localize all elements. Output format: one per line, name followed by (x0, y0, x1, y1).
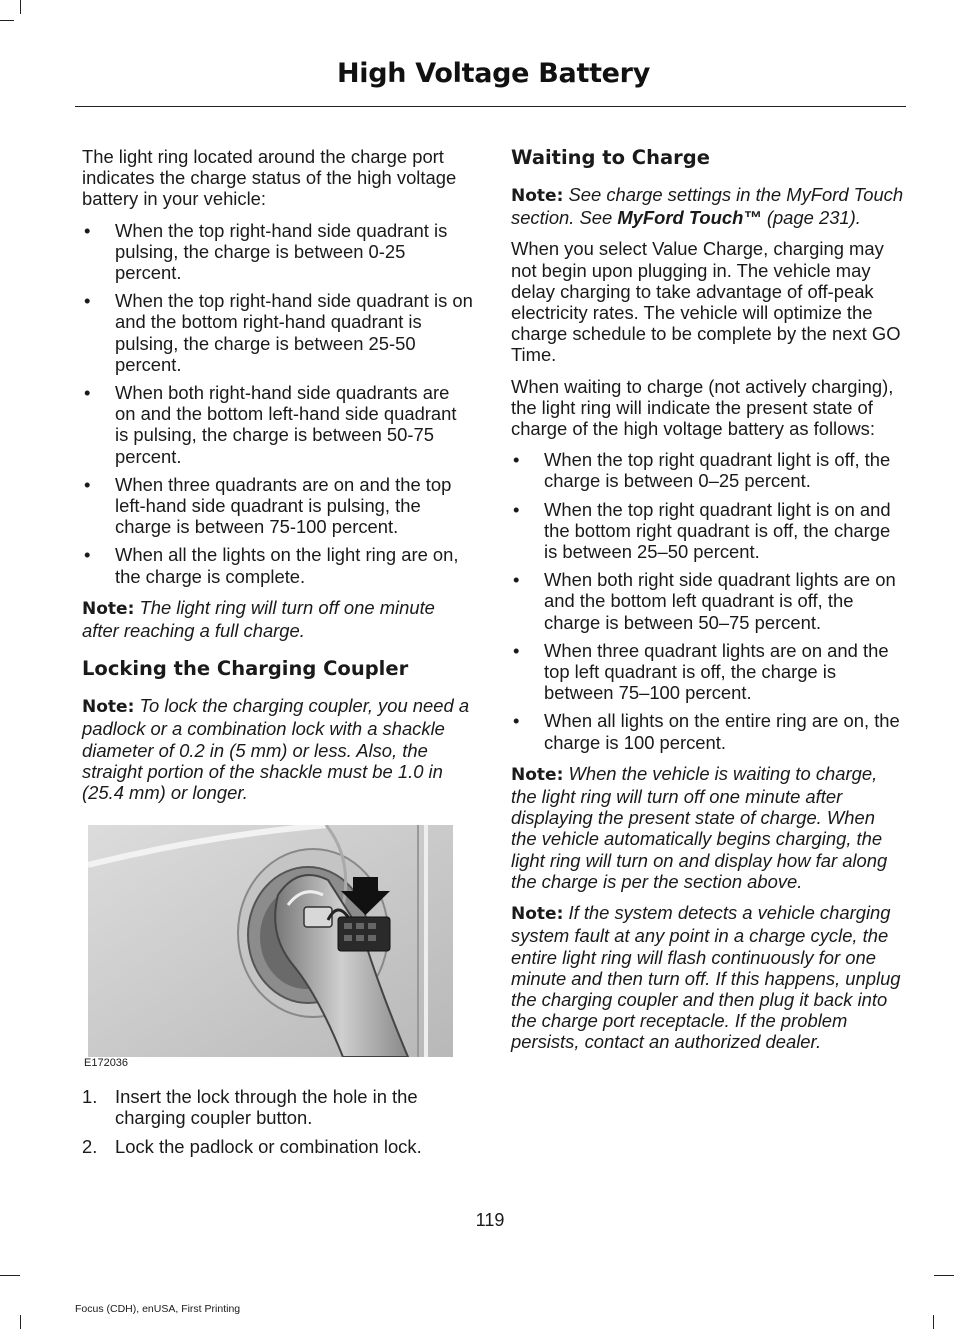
page-number: 119 (475, 1210, 505, 1230)
bullet-glyph: • (84, 290, 91, 312)
crop-mark (20, 0, 21, 14)
list-item: • When the top right-hand side quadrant is on and the bottom right-hand quadrant is pulsing, the charge is between 25-50 percent. (84, 290, 473, 375)
bullet-glyph: • (513, 710, 520, 732)
list-item: • When three quadrant lights are on and the top left quadrant is off, the charge is between 75–100 percent. (513, 639, 889, 704)
bullet-glyph: • (84, 382, 91, 404)
crop-mark (0, 20, 14, 21)
crop-mark (934, 1275, 954, 1276)
note-charge-settings: Note: See charge settings in the MyFord Touch section. See MyFord Touch™ (page 231). (511, 184, 904, 229)
crop-mark (20, 1315, 21, 1329)
note-system-fault: Note: If the system detects a vehicle charging system fault at any point in a charge cycle, the entire light ring will flash continuously for one minute and then turn off. If this happens, unplug the charging coupler and then plug it back into the charge port receptacle. If the problem persists, contact an authorized dealer. (511, 902, 901, 1053)
list-item: • When the top right quadrant light is on and the bottom right quadrant is off, the charge is between 25–50 percent. (513, 498, 891, 563)
section-heading-locking: Locking the Charging Coupler (82, 657, 409, 681)
crop-mark (0, 1275, 20, 1276)
list-item: • When all the lights on the light ring are on, the charge is complete. (84, 544, 459, 587)
bullet-glyph: • (513, 449, 520, 471)
cross-reference-link[interactable]: MyFord Touch™ (617, 207, 762, 229)
bullet-glyph: • (84, 219, 91, 241)
list-item: • When three quadrants are on and the top left-hand side quadrant is pulsing, the charge is between 75-100 percent. (84, 473, 452, 538)
note-padlock: Note: To lock the charging coupler, you need a padlock or a combination lock with a shackle diameter of 0.2 in (5 mm) or less. Also, the straight portion of the shackle must be 1.0 in (25.4 mm) or longer. (82, 695, 470, 804)
light-ring-status-list (82, 220, 474, 587)
list-item: • When the top right quadrant light is off, the charge is between 0–25 percent. (513, 449, 891, 492)
bullet-glyph: • (84, 544, 91, 566)
list-item: • When the top right-hand side quadrant is pulsing, the charge is between 0-25 percent. (84, 219, 448, 284)
bullet-glyph: • (513, 639, 520, 661)
waiting-status-list (511, 449, 905, 753)
figure-caption: E172036 (84, 1057, 129, 1070)
list-item: 1. Insert the lock through the hole in the charging coupler button. (82, 1086, 418, 1129)
section-heading-waiting: Waiting to Charge (511, 146, 710, 169)
crop-mark (933, 1315, 934, 1329)
waiting-paragraph: When waiting to charge (not actively charging), the light ring will indicate the present state of charge of the high voltage battery as follows: (511, 375, 894, 440)
bullet-glyph: • (513, 498, 520, 520)
title-divider (75, 106, 906, 107)
charging-coupler-illustration (88, 825, 453, 1057)
intro-paragraph: The light ring located around the charge port indicates the charge status of the high voltage battery in your vehicle: (82, 146, 457, 210)
note-full-charge: Note: The light ring will turn off one minute after reaching a full charge. (82, 596, 435, 642)
bullet-glyph: • (513, 569, 520, 591)
footer-text: Focus (CDH), enUSA, First Printing (75, 1303, 241, 1315)
page-title: High Voltage Battery (336, 58, 650, 89)
locking-steps (82, 1086, 474, 1157)
value-charge-paragraph: When you select Value Charge, charging may not begin upon plugging in. The vehicle may delay charging to take advantage of off-peak electricity rates. The vehicle will optimize the charge schedule to be complete by the next GO Time. (511, 238, 901, 366)
right-column (511, 146, 905, 1063)
list-item: • When all lights on the entire ring are on, the charge is 100 percent. (513, 710, 900, 753)
note-waiting-light-ring: Note: When the vehicle is waiting to charge, the light ring will turn off one minute after displaying the present state of charge. When the vehicle automatically begins charging, the light ring will turn on and display how far along the charge is per the section above. (511, 762, 888, 892)
bullet-glyph: • (84, 473, 91, 495)
coupler-lock-drawing (88, 825, 453, 1057)
left-column (82, 146, 474, 1164)
list-item: • When both right side quadrant lights are on and the bottom left quadrant is off, the charge is between 50–75 percent. (513, 569, 896, 633)
list-item: • When both right-hand side quadrants are on and the bottom left-hand side quadrant is pulsing, the charge is between 50-75 percent. (84, 382, 457, 467)
list-item: 2. Lock the padlock or combination lock. (82, 1135, 422, 1157)
